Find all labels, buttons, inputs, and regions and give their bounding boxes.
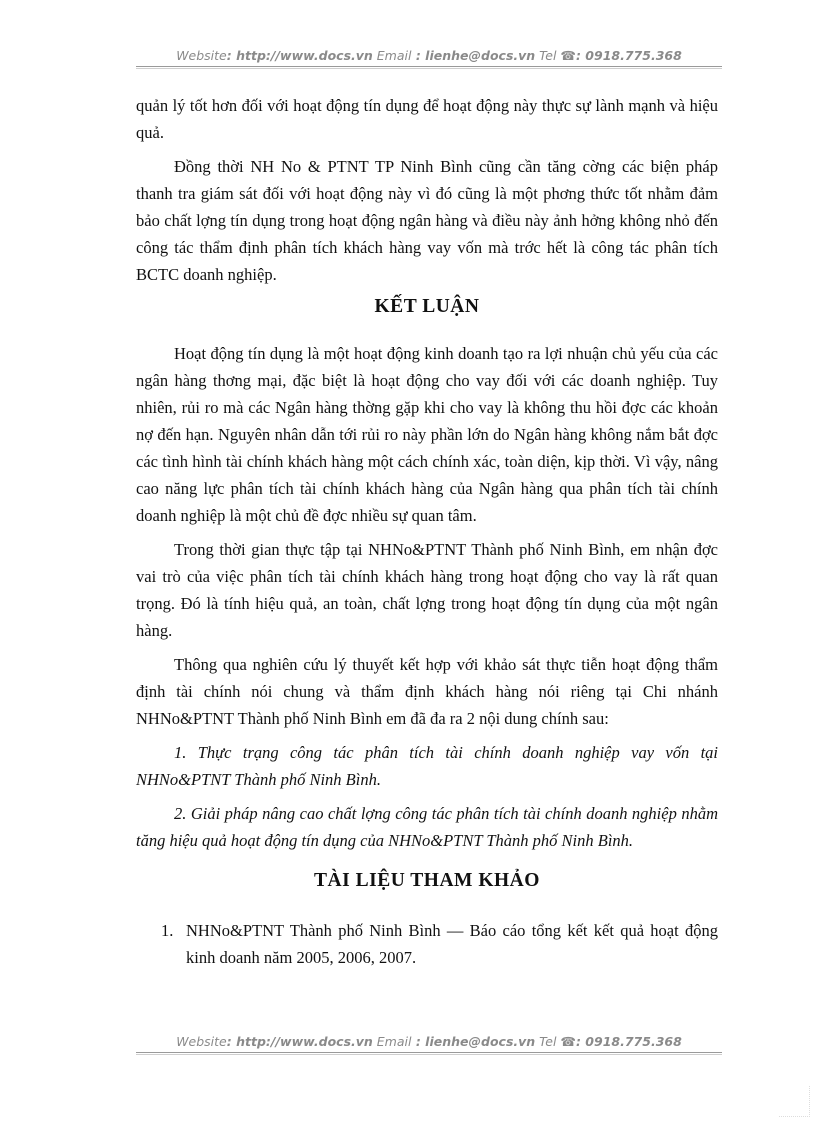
header-website-label: Website	[176, 48, 227, 63]
page-corner-mark	[779, 1086, 810, 1117]
footer-website-label: Website	[176, 1034, 227, 1049]
reference-item	[136, 917, 718, 971]
conclusion-item-1: 1. Thực trạng công tác phân tích tài chính doanh nghiệp vay vốn tại NHNo&PTNT Thành phố Ninh Bình.	[136, 743, 718, 789]
paragraph-continued: quản lý tốt hơn đối với hoạt động tín dụng để hoạt động này thực sự lành mạnh và hiệu quả.	[136, 96, 718, 142]
header-tel-label: Tel	[535, 48, 561, 63]
footer-email-label: Email	[372, 1034, 412, 1049]
footer-tel-value: ☎: 0918.775.368	[560, 1034, 682, 1049]
conclusion-paragraph-2: Trong thời gian thực tập tại NHNo&PTNT Thành phố Ninh Bình, em nhận đợc vai trò của việc phân tích tài chính khách hàng trong hoạt động cho vay là rất quan trọng. Đó là tính hiệu quả, an toàn, chất lợng trong hoạt động tín dụng của một ngân hàng.	[136, 540, 718, 640]
header-tel-value: ☎: 0918.775.368	[560, 48, 682, 63]
header-email-link[interactable]: : lienhe@docs.vn	[411, 48, 536, 63]
heading-conclusion: KẾT LUẬN	[374, 296, 480, 317]
footer-divider	[136, 1052, 722, 1055]
footer-email-link[interactable]: : lienhe@docs.vn	[411, 1034, 536, 1049]
heading-references: TÀI LIỆU THAM KHẢO	[314, 870, 540, 891]
references-list	[136, 917, 718, 971]
paragraph-inspection: Đồng thời NH No & PTNT TP Ninh Bình cũng cần tăng cờng các biện pháp thanh tra giám sát đối với hoạt động này vì đó cũng là một phơng thức tốt nhằm đảm bảo chất lợng tín dụng trong hoạt động ngân hàng và điều này ảnh hởng không nhỏ đến công tác thẩm định phân tích khách hàng vay vốn mà trớc hết là công tác phân tích BCTC doanh nghiệp.	[136, 157, 718, 284]
conclusion-paragraph-3: Thông qua nghiên cứu lý thuyết kết hợp với khảo sát thực tiễn hoạt động thẩm định tài chính nói chung và thẩm định khách hàng nói riêng tại Chi nhánh NHNo&PTNT Thành phố Ninh Bình em đã đa ra 2 nội dung chính sau:	[136, 655, 718, 728]
reference-number: 1.	[161, 921, 174, 940]
conclusion-item-2: 2. Giải pháp nâng cao chất lợng công tác phân tích tài chính doanh nghiệp nhằm tăng hiệu quả hoạt động tín dụng của NHNo&PTNT Thành phố Ninh Bình.	[136, 804, 718, 850]
page-footer	[136, 1034, 722, 1049]
footer-tel-label: Tel	[535, 1034, 561, 1049]
conclusion-paragraph-1: Hoạt động tín dụng là một hoạt động kinh doanh tạo ra lợi nhuận chủ yếu của các ngân hàng thơng mại, đặc biệt là hoạt động cho vay đối với các doanh nghiệp. Tuy nhiên, rủi ro mà các Ngân hàng thờng gặp khi cho vay là không thu hồi đợc các khoản nợ đến hạn. Nguyên nhân dẫn tới rủi ro này phần lớn do Ngân hàng không nắm bắt đợc các tình hình tài chính khách hàng một cách chính xác, toàn diện, kịp thời. Vì vậy, nâng cao năng lực phân tích tài chính khách hàng của Ngân hàng qua phân tích tài chính doanh nghiệp là một chủ đề đợc nhiều sự quan tâm.	[136, 344, 718, 525]
header-website-link[interactable]: : http://www.docs.vn	[226, 48, 373, 63]
reference-text: NHNo&PTNT Thành phố Ninh Bình — Báo cáo tổng kết kết quả hoạt động kinh doanh năm 2005, 2006, 2007.	[186, 921, 718, 967]
page-content	[136, 92, 718, 971]
page-header	[136, 48, 722, 63]
header-divider	[136, 66, 722, 69]
header-email-label: Email	[372, 48, 412, 63]
footer-website-link[interactable]: : http://www.docs.vn	[226, 1034, 373, 1049]
